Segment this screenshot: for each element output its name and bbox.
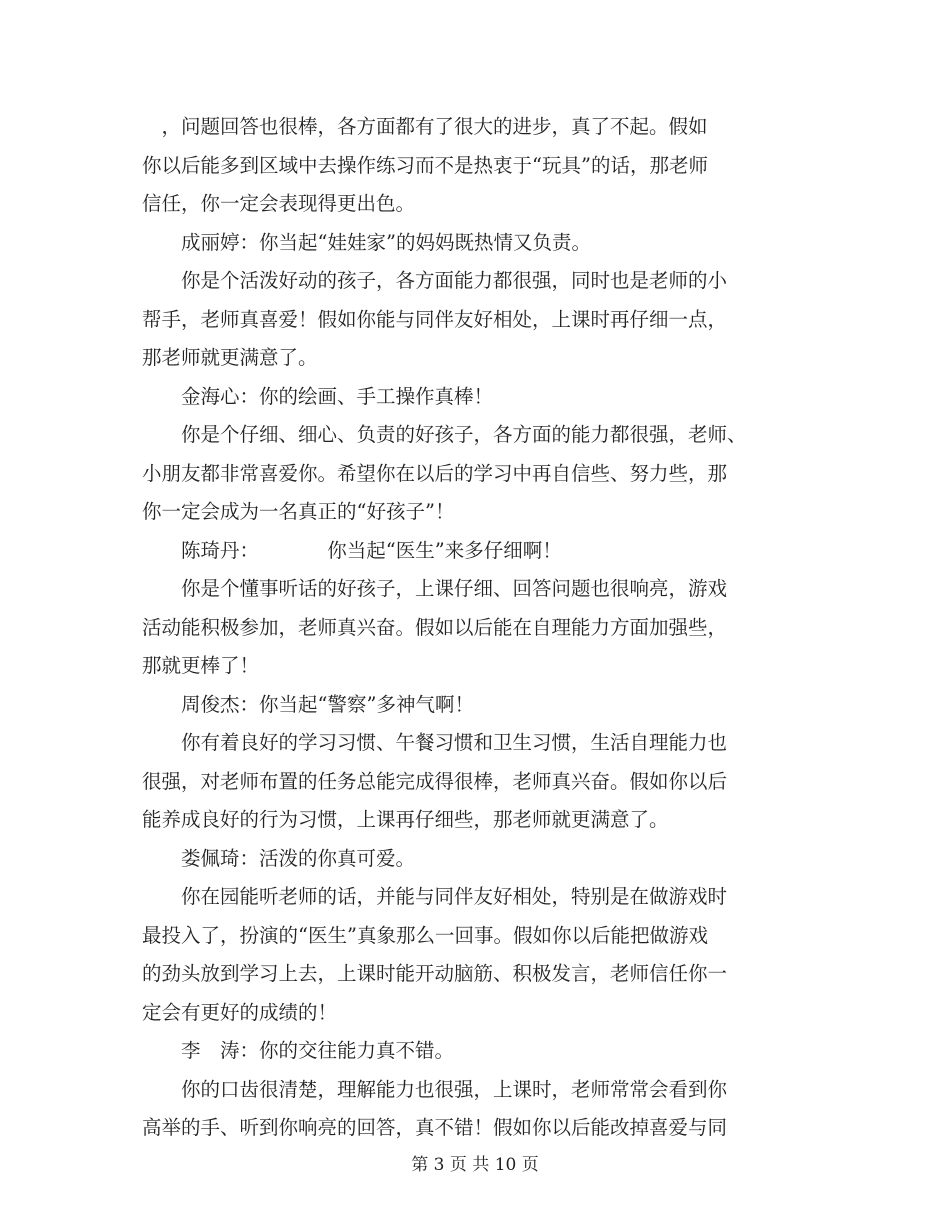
text-line: 定会有更好的成绩的！	[142, 1000, 338, 1024]
text-line: ，问题回答也很棒，各方面都有了很大的进步，真了不起。假如	[142, 115, 708, 138]
text-line: 你在园能听老师的话，并能与同伴友好相处，特别是在做游戏时	[142, 885, 728, 908]
text-line: 那老师就更满意了。	[142, 346, 318, 369]
text-line: 成丽婷：你当起“娃娃家”的妈妈既热情又负责。	[142, 230, 591, 254]
text-line: 你以后能多到区域中去操作练习而不是热衷于“玩具”的话，那老师	[142, 153, 708, 177]
text-line: 活动能积极参加，老师真兴奋。假如以后能在自理能力方面加强些，	[142, 615, 728, 639]
text-line: 那就更棒了！	[142, 654, 260, 677]
text-line: 你的口齿很清楚，理解能力也很强，上课时，老师常常会看到你	[142, 1077, 728, 1101]
text-line: 你是个仔细、细心、负责的好孩子，各方面的能力都很强，老师、	[142, 423, 747, 446]
text-line: 你有着良好的学习习惯、午餐习惯和卫生习惯，生活自理能力也	[142, 731, 728, 754]
page-footer: 第 3 页 共 10 页	[411, 1155, 539, 1175]
text-line: 周俊杰：你当起“警察”多神气啊！	[142, 692, 474, 716]
text-line: 李 涛：你的交往能力真不错。	[142, 1039, 455, 1062]
text-line: 你一定会成为一名真正的“好孩子”！	[142, 500, 455, 523]
text-line: 信任，你一定会表现得更出色。	[142, 192, 416, 215]
text-line: 你是个活泼好动的孩子，各方面能力都很强，同时也是老师的小	[142, 269, 728, 292]
document-body	[142, 108, 810, 1148]
text-line: 你是个懂事听话的好孩子，上课仔细、回答问题也很响亮，游戏	[142, 577, 728, 600]
text-line: 陈琦丹： 你当起“医生”来多仔细啊！	[142, 538, 562, 562]
text-line: 的劲头放到学习上去，上课时能开动脑筋、积极发言，老师信任你一	[142, 962, 728, 985]
text-line: 很强，对老师布置的任务总能完成得很棒，老师真兴奋。假如你以后	[142, 769, 728, 793]
text-line: 高举的手、听到你响亮的回答，真不错！假如你以后能改掉喜爱与同	[142, 1116, 728, 1139]
text-line: 能养成良好的行为习惯，上课再仔细些，那老师就更满意了。	[142, 808, 669, 831]
text-line: 娄佩琦：活泼的你真可爱。	[142, 846, 416, 870]
text-line: 金海心：你的绘画、手工操作真棒！	[142, 384, 494, 408]
text-line: 帮手，老师真喜爱！假如你能与同伴友好相处，上课时再仔细一点，	[142, 307, 728, 331]
text-line: 小朋友都非常喜爱你。希望你在以后的学习中再自信些、努力些，那	[142, 461, 728, 485]
text-line: 最投入了，扮演的“医生”真象那么一回事。假如你以后能把做游戏	[142, 923, 708, 947]
